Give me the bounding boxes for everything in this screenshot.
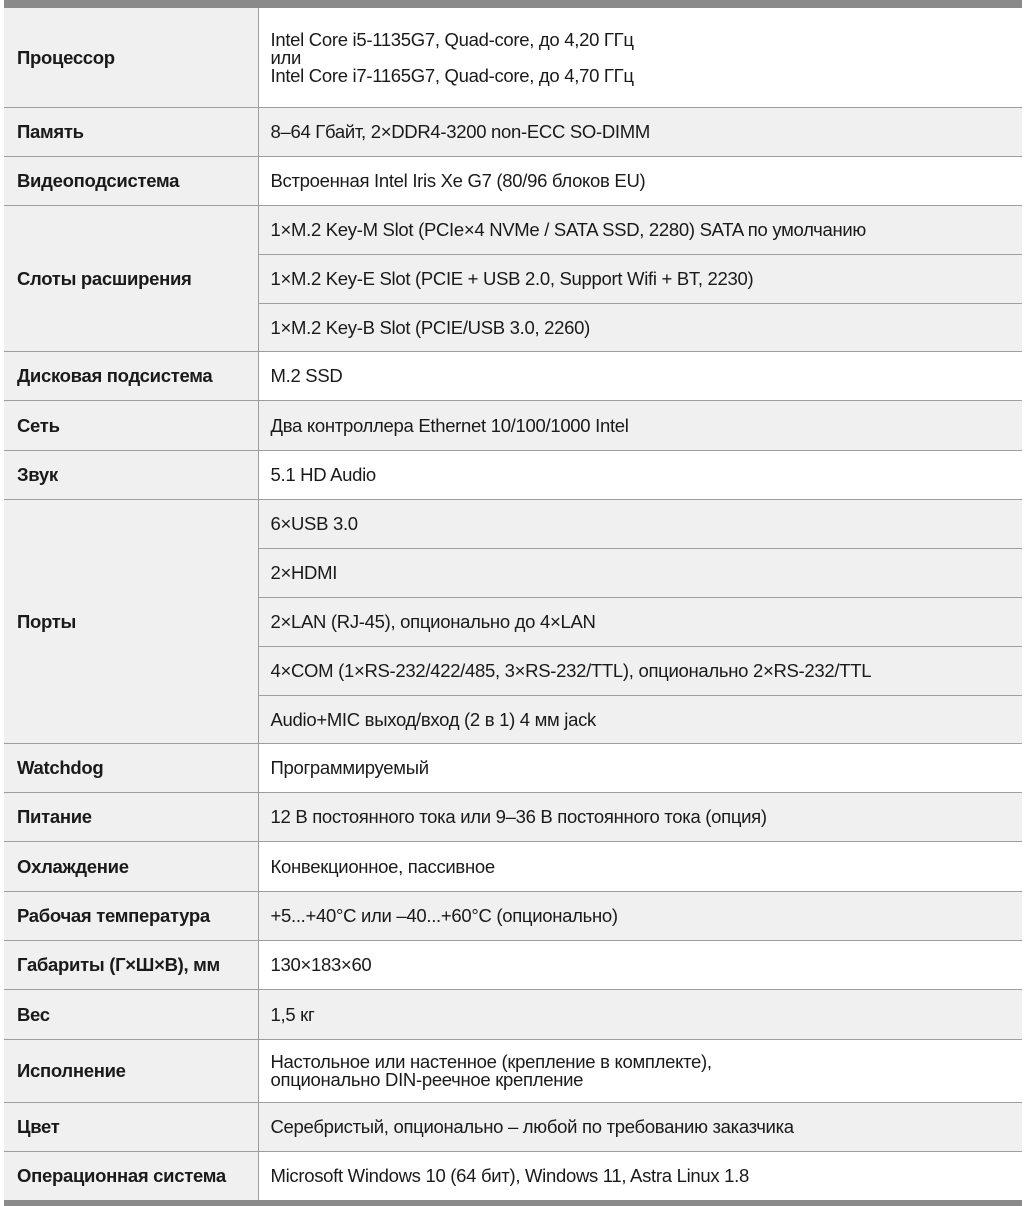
spec-value-cell <box>258 1103 1022 1152</box>
spec-value-cell <box>258 157 1022 206</box>
spec-row <box>4 990 1022 1040</box>
spec-row <box>4 500 1022 744</box>
spec-row <box>4 892 1022 941</box>
spec-value-line: 1×M.2 Key-B Slot (PCIE/USB 3.0, 2260) <box>259 303 1023 351</box>
spec-value-cell <box>258 8 1022 108</box>
spec-key: Питание <box>4 793 258 842</box>
spec-key: Слоты расширения <box>4 206 258 352</box>
spec-key: Цвет <box>4 1103 258 1152</box>
spec-value: Настольное или настенное (крепление в комплекте), опционально DIN-реечное крепление <box>270 1051 712 1090</box>
spec-key: Дисковая подсистема <box>4 352 258 401</box>
spec-row <box>4 744 1022 793</box>
spec-value: 12 В постоянного тока или 9–36 В постоянного тока (опция) <box>270 806 767 827</box>
spec-row <box>4 8 1022 108</box>
spec-row <box>4 1152 1022 1201</box>
spec-value-cell <box>258 352 1022 401</box>
spec-sheet <box>4 0 1022 1206</box>
spec-value-cell <box>258 451 1022 500</box>
spec-key: Watchdog <box>4 744 258 793</box>
spec-row <box>4 157 1022 206</box>
spec-key: Габариты (Г×Ш×В), мм <box>4 941 258 990</box>
spec-value-cell <box>258 892 1022 941</box>
spec-row <box>4 108 1022 157</box>
spec-value-cell <box>258 206 1022 352</box>
spec-key: Звук <box>4 451 258 500</box>
spec-key: Память <box>4 108 258 157</box>
spec-value: Microsoft Windows 10 (64 бит), Windows 11, Astra Linux 1.8 <box>270 1165 749 1186</box>
spec-value-line: 6×USB 3.0 <box>270 513 358 534</box>
spec-key: Видеоподсистема <box>4 157 258 206</box>
spec-row <box>4 793 1022 842</box>
spec-value-cell <box>258 842 1022 892</box>
spec-row <box>4 842 1022 892</box>
spec-value: Конвекционное, пассивное <box>270 855 495 877</box>
spec-value: Серебристый, опционально – любой по требованию заказчика <box>270 1116 794 1137</box>
spec-table-body <box>4 8 1022 1200</box>
spec-value-line: 1×M.2 Key-M Slot (PCIe×4 NVMe / SATA SSD, 2280) SATA по умолчанию <box>270 219 867 240</box>
spec-value: Программируемый <box>270 757 429 778</box>
spec-key: Охлаждение <box>4 842 258 892</box>
spec-row <box>4 401 1022 451</box>
spec-value: 1,5 кг <box>270 1003 315 1025</box>
spec-key: Рабочая температура <box>4 892 258 941</box>
spec-row <box>4 1040 1022 1103</box>
spec-key: Операционная система <box>4 1152 258 1201</box>
spec-key: Вес <box>4 990 258 1040</box>
spec-value-cell <box>258 941 1022 990</box>
spec-key: Исполнение <box>4 1040 258 1103</box>
spec-key: Сеть <box>4 401 258 451</box>
spec-value-cell <box>258 1152 1022 1201</box>
spec-value-cell <box>258 793 1022 842</box>
spec-row <box>4 206 1022 352</box>
spec-value-cell <box>258 108 1022 157</box>
spec-value-cell <box>258 401 1022 451</box>
spec-value-line: 1×M.2 Key-E Slot (PCIE + USB 2.0, Support Wifi + BT, 2230) <box>259 254 1023 303</box>
spec-value-line: Audio+MIC выход/вход (2 в 1) 4 мм jack <box>259 695 1023 743</box>
spec-value: M.2 SSD <box>270 365 343 386</box>
spec-value-line: 4×COM (1×RS-232/422/485, 3×RS-232/TTL), опционально 2×RS-232/TTL <box>259 646 1023 695</box>
spec-value: Два контроллера Ethernet 10/100/1000 Intel <box>270 414 629 436</box>
spec-value-cell <box>258 990 1022 1040</box>
spec-value: 5.1 HD Audio <box>270 464 376 485</box>
spec-value: +5...+40°C или –40...+60°C (опционально) <box>270 905 618 926</box>
spec-key: Процессор <box>4 8 258 108</box>
spec-value-line: 2×HDMI <box>259 548 1023 597</box>
spec-value-cell <box>258 500 1022 744</box>
spec-value: Встроенная Intel Iris Xe G7 (80/96 блоков EU) <box>270 170 646 191</box>
spec-table <box>4 8 1022 1200</box>
spec-row <box>4 352 1022 401</box>
spec-value: 130×183×60 <box>270 954 372 975</box>
spec-value-cell <box>258 1040 1022 1103</box>
spec-value: Intel Core i5-1135G7, Quad-core, до 4,20 ГГц или Intel Core i7-1165G7, Quad-core, до 4,70 ГГц <box>270 28 634 86</box>
spec-row <box>4 451 1022 500</box>
spec-value: 8–64 Гбайт, 2×DDR4-3200 non-ECC SO-DIMM <box>270 121 650 142</box>
spec-row <box>4 941 1022 990</box>
spec-row <box>4 1103 1022 1152</box>
spec-key: Порты <box>4 500 258 744</box>
spec-value-line: 2×LAN (RJ-45), опционально до 4×LAN <box>259 597 1023 646</box>
spec-value-cell <box>258 744 1022 793</box>
